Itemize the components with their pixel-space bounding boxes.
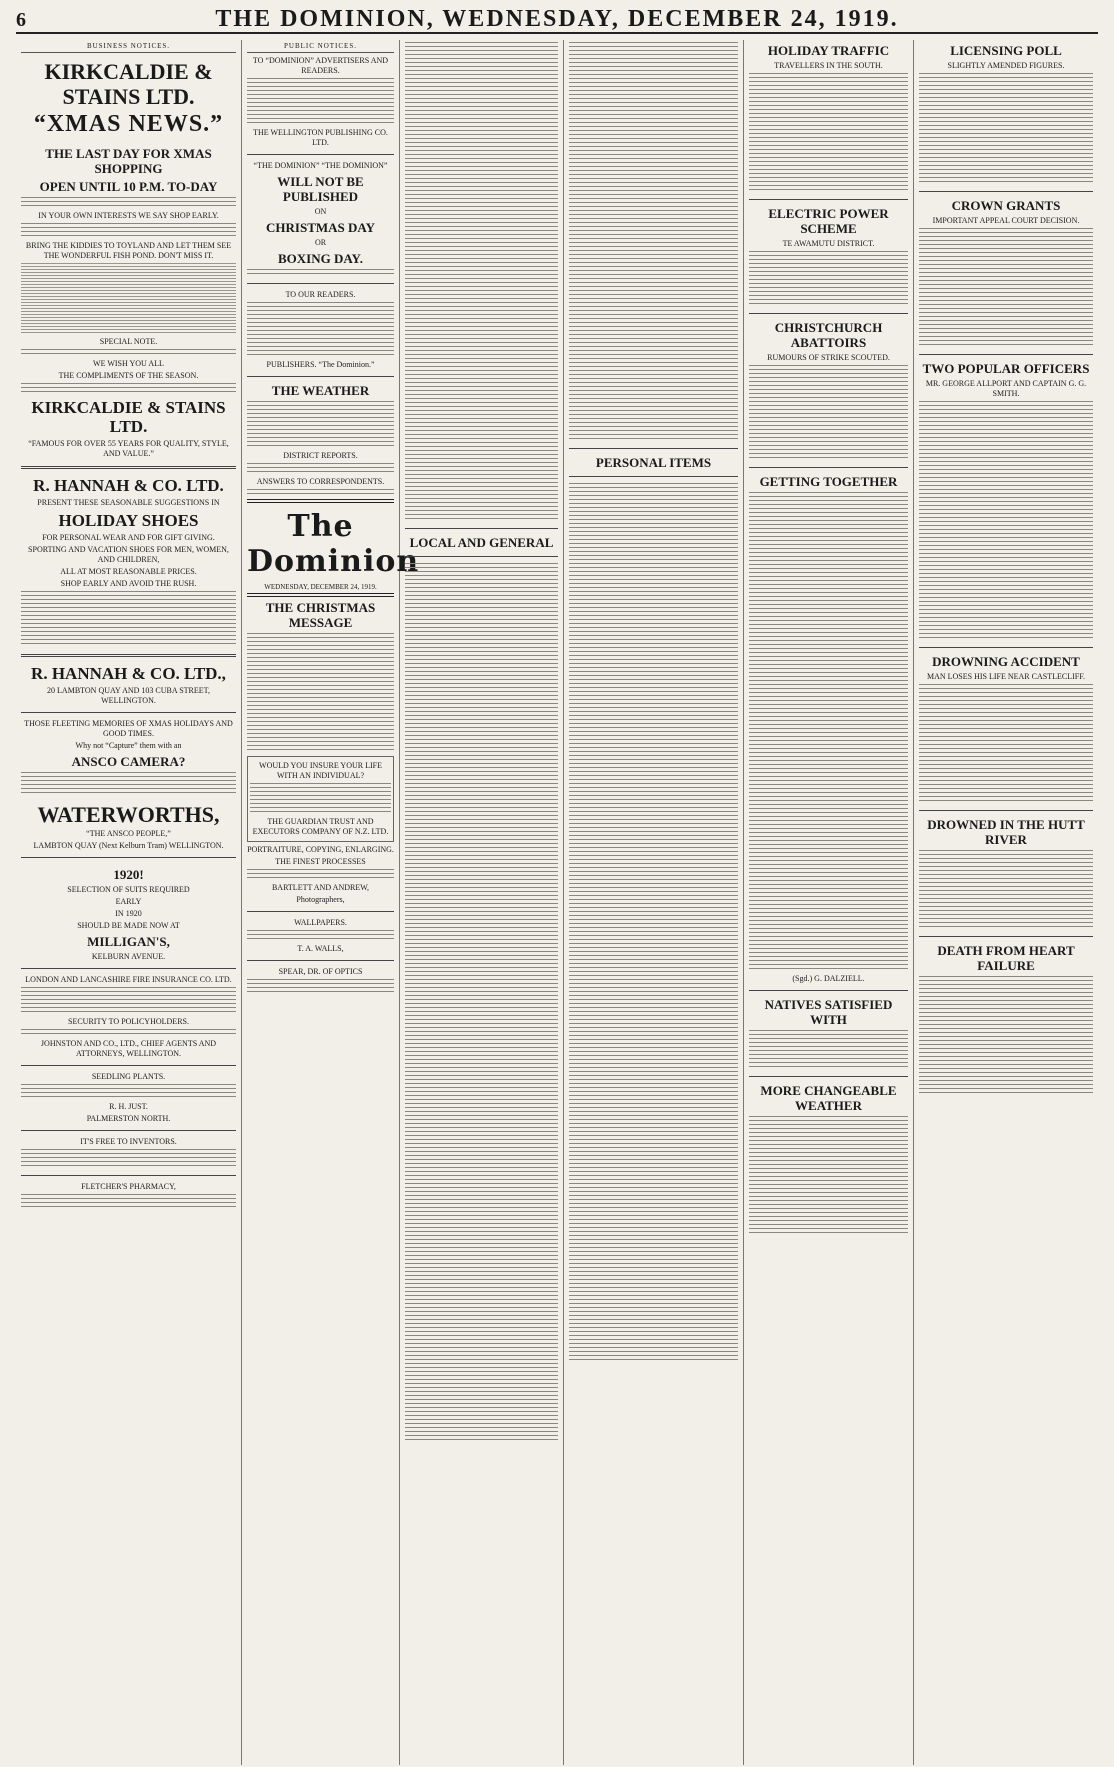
open-until-heading: OPEN UNTIL 10 P.M. TO-DAY: [39, 179, 218, 194]
newspaper-title: THE DOMINION, WEDNESDAY, DECEMBER 24, 1919.: [215, 6, 899, 32]
news-text: [569, 42, 738, 442]
selection-suits: SELECTION OF SUITS REQUIRED: [67, 885, 190, 894]
xmas-news-heading: “XMAS NEWS.”: [33, 111, 224, 137]
local-general-heading: LOCAL AND GENERAL: [409, 535, 554, 550]
body-text: [21, 223, 236, 239]
drowning-heading: DROWNING ACCIDENT: [932, 654, 1080, 669]
body-text: [21, 263, 236, 335]
hannah-heading-2: R. HANNAH & CO. LTD.,: [31, 664, 226, 683]
christchurch-heading: CHRISTCHURCH ABATTOIRS: [774, 320, 883, 350]
holiday-traffic-heading: HOLIDAY TRAFFIC: [767, 43, 890, 58]
section-header: PUBLIC NOTICES.: [247, 42, 394, 53]
christmas-message-heading: THE CHRISTMAS MESSAGE: [265, 600, 376, 630]
officers-names: MR. GEORGE ALLPORT AND CAPTAIN G. G. SMITH.: [925, 379, 1087, 398]
licensing-poll-heading: LICENSING POLL: [950, 43, 1062, 58]
boxing-day: BOXING DAY.: [277, 251, 363, 266]
johnston: JOHNSTON AND CO., LTD., CHIEF AGENTS AND ATTORNEYS, WELLINGTON.: [40, 1039, 217, 1058]
masthead: [16, 6, 1098, 34]
waterworths-address: LAMBTON QUAY (Next Kelburn Tram) WELLINGTON.: [33, 841, 224, 850]
free-inventors: IT'S FREE TO INVENTORS.: [80, 1137, 177, 1146]
answers: ANSWERS TO CORRESPONDENTS.: [256, 477, 385, 486]
column-public-notices: [242, 40, 420, 1765]
columns: [16, 40, 1098, 1765]
body-text: [21, 197, 236, 209]
editorial-text: [405, 42, 558, 522]
fletchers: FLETCHER'S PHARMACY,: [81, 1182, 176, 1191]
slightly-amended: SLIGHTLY AMENDED FIGURES.: [947, 61, 1065, 70]
page-number: 6: [16, 9, 26, 31]
te-awamutu: TE AWAMUTU DISTRICT.: [782, 239, 875, 248]
special-note-heading: SPECIAL NOTE.: [99, 337, 158, 346]
section-header: BUSINESS NOTICES.: [21, 42, 236, 53]
ansco-heading: ANSCO CAMERA?: [71, 754, 186, 769]
electric-power-heading: ELECTRIC POWER SCHEME: [768, 206, 889, 236]
milligans: MILLIGAN'S,: [87, 934, 170, 949]
death-heart-heading: DEATH FROM HEART FAILURE: [937, 943, 1075, 973]
publishers: PUBLISHERS. “The Dominion.”: [266, 360, 375, 369]
famous-tagline: “FAMOUS FOR OVER 55 YEARS FOR QUALITY, STYLE, AND VALUE.”: [28, 439, 229, 458]
on: ON: [314, 207, 327, 216]
drowned-hutt-heading: DROWNED IN THE HUTT RIVER: [927, 817, 1085, 847]
should-be: SHOULD BE MADE NOW AT: [77, 921, 180, 930]
dateline: WEDNESDAY, DECEMBER 24, 1919.: [264, 583, 377, 591]
column-news: [564, 40, 744, 1765]
natives-heading: NATIVES SATISFIED WITH: [764, 997, 893, 1027]
kirkcaldie-heading-2: KIRKCALDIE & STAINS LTD.: [31, 398, 226, 436]
christmas-day: CHRISTMAS DAY: [266, 220, 375, 235]
why-not: Why not “Capture” them with an: [75, 741, 182, 750]
ansco-people: “THE ANSCO PEOPLE,”: [86, 829, 171, 838]
personal-items-text: [569, 483, 738, 1363]
spear: SPEAR, DR. OF OPTICS: [278, 967, 363, 976]
column-editorial: [400, 40, 564, 1765]
photographers: Photographers,: [296, 895, 345, 904]
wish-all: WE WISH YOU ALL: [93, 359, 164, 368]
personal-wear: FOR PERSONAL WEAR AND FOR GIFT GIVING.: [42, 533, 215, 542]
wallpapers: WALLPAPERS.: [294, 918, 347, 927]
early: EARLY: [115, 897, 142, 906]
shop-early: SHOP EARLY AND AVOID THE RUSH.: [60, 579, 197, 588]
district-reports: DISTRICT REPORTS.: [283, 451, 358, 460]
man-loses-life: MAN LOSES HIS LIFE NEAR CASTLECLIFF.: [926, 672, 1086, 681]
toyland-note: BRING THE KIDDIES TO TOYLAND AND LET THEM SEE THE WONDERFUL FISH POND. DON'T MISS IT.: [25, 241, 232, 260]
column-news-3: [914, 40, 1098, 1765]
to-advertisers: TO “DOMINION” ADVERTISERS AND READERS.: [252, 56, 389, 75]
dominion-quote: “THE DOMINION” “THE DOMINION”: [253, 161, 388, 170]
will-not-be-published: WILL NOT BE PUBLISHED: [277, 174, 364, 204]
holiday-shoes-heading: HOLIDAY SHOES: [58, 511, 199, 530]
walls: T. A. WALLS,: [297, 944, 344, 953]
weather-heading: THE WEATHER: [271, 383, 370, 398]
in-1920: IN 1920: [115, 909, 142, 918]
column-business-notices: [16, 40, 242, 1765]
getting-together-heading: GETTING TOGETHER: [759, 474, 898, 489]
column-news-2: [744, 40, 914, 1765]
travellers-subheading: TRAVELLERS IN THE SOUTH.: [774, 61, 883, 70]
finest-processes: THE FINEST PROCESSES: [275, 857, 366, 866]
hannah-address: 20 LAMBTON QUAY AND 103 CUBA STREET, WELLINGTON.: [47, 686, 210, 705]
two-popular-heading: TWO POPULAR OFFICERS: [922, 361, 1090, 376]
to-our-readers: TO OUR READERS.: [285, 290, 356, 299]
or: OR: [314, 238, 327, 247]
fleeting-memories: THOSE FLEETING MEMORIES OF XMAS HOLIDAYS AND GOOD TIMES.: [24, 719, 233, 738]
would-you-insure: WOULD YOU INSURE YOUR LIFE WITH AN INDIVIDUAL?: [259, 761, 382, 780]
last-day-heading: THE LAST DAY FOR XMAS SHOPPING: [45, 146, 212, 176]
wellington-publishing: THE WELLINGTON PUBLISHING CO. LTD.: [253, 128, 388, 147]
portraiture: PORTRAITURE, COPYING, ENLARGING.: [247, 845, 394, 854]
local-general-text: [405, 563, 558, 1443]
kirkcaldie-heading: KIRKCALDIE & STAINS LTD.: [44, 59, 213, 109]
dominion-nameplate: The Dominion: [247, 509, 420, 579]
hannah-heading: R. HANNAH & CO. LTD.: [33, 476, 224, 495]
year-1920: 1920!: [113, 867, 144, 882]
security: SECURITY TO POLICYHOLDERS.: [68, 1017, 189, 1026]
present-these: PRESENT THESE SEASONABLE SUGGESTIONS IN: [37, 498, 220, 507]
kelburn: KELBURN AVENUE.: [91, 952, 166, 961]
guardian-ad: [247, 756, 394, 842]
crown-grants-heading: CROWN GRANTS: [951, 198, 1061, 213]
sporting-shoes: SPORTING AND VACATION SHOES FOR MEN, WOMEN, AND CHILDREN,: [28, 545, 229, 564]
guardian-trust: THE GUARDIAN TRUST AND EXECUTORS COMPANY OF N.Z. LTD.: [252, 817, 389, 836]
palmerston: PALMERSTON NORTH.: [86, 1114, 171, 1123]
compliments: THE COMPLIMENTS OF THE SEASON.: [58, 371, 199, 380]
rumours: RUMOURS OF STRIKE SCOUTED.: [767, 353, 890, 362]
just: R. H. JUST.: [109, 1102, 148, 1111]
more-changeable-heading: MORE CHANGEABLE WEATHER: [760, 1083, 897, 1113]
seedling-plants: SEEDLING PLANTS.: [91, 1072, 166, 1081]
personal-items-heading: PERSONAL ITEMS: [595, 455, 712, 470]
bartlett: BARTLETT AND ANDREW,: [271, 883, 370, 892]
important-appeal: IMPORTANT APPEAL COURT DECISION.: [932, 216, 1080, 225]
signature: (Sgd.) G. DALZIELL.: [792, 974, 865, 983]
waterworths-heading: WATERWORTHS,: [37, 802, 220, 827]
reasonable-prices: ALL AT MOST REASONABLE PRICES.: [60, 567, 197, 576]
shop-early-note: IN YOUR OWN INTERESTS WE SAY SHOP EARLY.: [38, 211, 219, 220]
london-lancashire: LONDON AND LANCASHIRE FIRE INSURANCE CO. LTD.: [25, 975, 232, 984]
